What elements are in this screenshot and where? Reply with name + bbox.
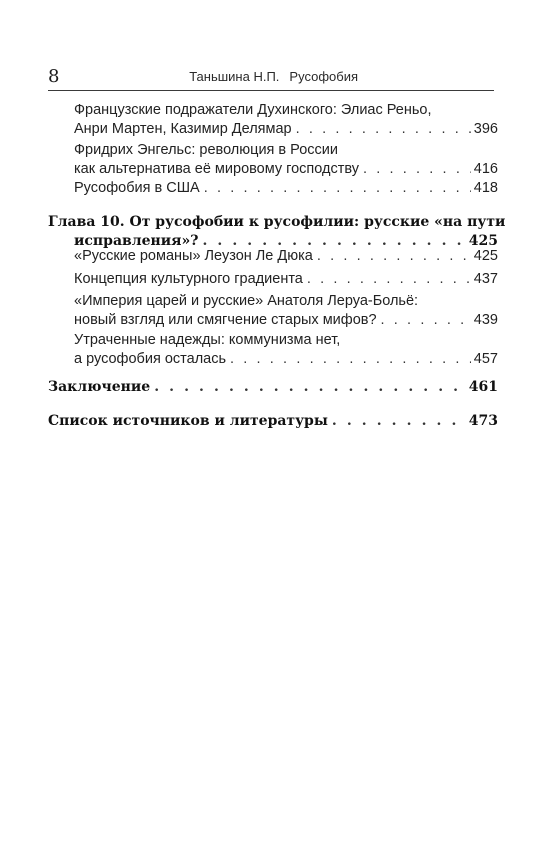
toc-entry-line: исправления»? [74,233,199,249]
header-title [189,70,358,84]
toc-entry [74,292,498,330]
dot-leader [307,270,471,289]
dot-leader [363,160,471,179]
dot-leader [332,412,462,431]
toc-entry-line: Заключение [48,379,151,395]
toc-entry [74,141,498,179]
toc-page-number: 425 [473,248,498,264]
toc-entry-line: как альтернатива её мировому господству [74,161,360,177]
toc-chapter-entry [48,213,506,251]
toc-chapter-entry [48,378,498,397]
toc-page-number: 418 [473,180,498,196]
toc-entry-line: Утраченные надежды: коммунизма нет, [74,332,341,348]
toc-entry-line: Анри Мартен, Казимир Делямар [74,121,292,137]
toc-page-number: 425 [468,233,498,249]
toc-entry-line: «Империя царей и русские» Анатоля Леруа-Больё: [74,293,419,309]
toc-entry [74,179,498,198]
toc-page-number: 416 [473,161,498,177]
dot-leader [230,350,471,369]
toc-page-number: 473 [468,413,498,429]
toc-entry [74,270,498,289]
dot-leader [317,247,471,266]
toc-entry-line: Глава 10. От русофобии к русофилии: русские «на пути [48,214,506,230]
toc-entry-line: Список источников и литературы [48,413,328,429]
toc-page-number: 396 [473,121,498,137]
toc-entry-line: Французские подражатели Духинского: Элиас Реньо, [74,102,432,118]
toc-entry [74,101,498,139]
toc-entry-line: новый взгляд или смягчение старых мифов? [74,312,377,328]
toc-entry-line: Фридрих Энгельс: революция в России [74,142,338,158]
dot-leader [296,120,471,139]
toc-entry [74,247,498,266]
header-author: Таньшина Н.П. [189,69,280,84]
toc-entry-line: Русофобия в США [74,180,200,196]
toc-page-number: 439 [473,312,498,328]
running-header [48,68,494,91]
toc-page-number: 461 [468,379,498,395]
toc-entry-line: а русофобия осталась [74,351,227,367]
page-number: 8 [48,66,60,87]
dot-leader [154,378,462,397]
dot-leader [381,311,471,330]
toc-entry-line: Концепция культурного градиента [74,271,303,287]
toc-page-number: 457 [473,351,498,367]
toc-chapter-entry [48,412,498,431]
header-book-title: Русофобия [289,69,358,84]
toc-page-number: 437 [473,271,498,287]
dot-leader [204,179,471,198]
toc-entry [74,331,498,369]
toc-entry-line: «Русские романы» Леузон Ле Дюка [74,248,313,264]
